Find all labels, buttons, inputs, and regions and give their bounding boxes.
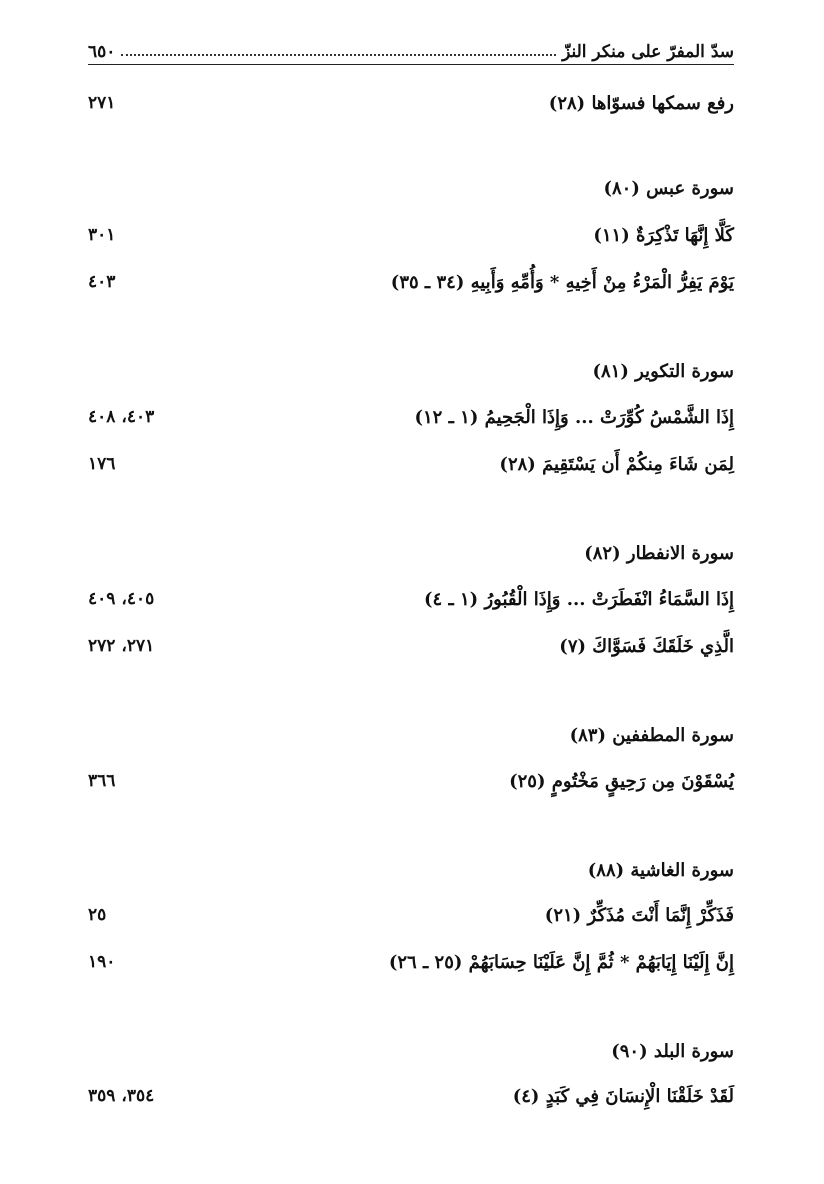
verse-text: يُسْقَوْنَ مِن رَحِيقٍ مَخْتُومٍ (٢٥) bbox=[509, 770, 734, 792]
surah-heading: سورة التكوير (٨١) bbox=[592, 360, 734, 382]
page-refs: ٢٥ bbox=[88, 905, 107, 925]
page-refs: ٢٧١، ٢٧٢ bbox=[88, 636, 155, 656]
verse-text: إِنَّ إِلَيْنَا إِيَابَهُمْ * ثُمَّ إِنَّ عَلَيْنَا حِسَابَهُمْ (٢٥ ـ ٢٦) bbox=[388, 951, 734, 973]
index-entry bbox=[88, 765, 734, 797]
verse-text: لِمَن شَاءَ مِنكُمْ أَن يَسْتَقِيمَ (٢٨) bbox=[499, 453, 734, 475]
page-refs: ٢٧١ bbox=[88, 93, 116, 113]
index-entry bbox=[88, 266, 734, 298]
verse-text: إِذَا السَّمَاءُ انْفَطَرَتْ ... وَإِذَا الْقُبُورُ (١ ـ ٤) bbox=[423, 588, 734, 610]
running-header-title: سدّ المفرّ على منكر النزّ bbox=[562, 42, 734, 62]
page-refs: ٣٦٦ bbox=[88, 771, 116, 791]
index-entry bbox=[88, 401, 734, 433]
index-entry bbox=[88, 1080, 734, 1112]
verse-text: فَذَكِّرْ إِنَّمَا أَنْتَ مُذَكِّرٌ (٢١) bbox=[544, 904, 734, 926]
verse-text: لَقَدْ خَلَقْنَا الْإِنسَانَ فِي كَبَدٍ (٤) bbox=[512, 1085, 734, 1107]
surah-heading: سورة عبس (٨٠) bbox=[603, 177, 734, 199]
index-entry bbox=[88, 583, 734, 615]
page-number: ٦٥٠ bbox=[88, 42, 116, 62]
verse-text: الَّذِي خَلَقَكَ فَسَوَّاكَ (٧) bbox=[559, 635, 734, 657]
index-entry bbox=[88, 630, 734, 662]
page-refs: ١٩٠ bbox=[88, 952, 116, 972]
page-refs: ١٧٦ bbox=[88, 454, 116, 474]
page-refs: ٤٠٥، ٤٠٩ bbox=[88, 589, 155, 609]
page-refs: ٣٠١ bbox=[88, 225, 116, 245]
surah-heading: سورة الغاشية (٨٨) bbox=[587, 859, 734, 881]
verse-text: رفع سمكها فسوّاها (٢٨) bbox=[548, 92, 734, 114]
verse-text: يَوْمَ يَفِرُّ الْمَرْءُ مِنْ أَخِيهِ * وَأُمِّهِ وَأَبِيهِ (٣٤ ـ ٣٥) bbox=[390, 271, 734, 293]
header-rule bbox=[88, 64, 734, 65]
dot-leader bbox=[121, 54, 556, 56]
verse-text: كَلَّا إِنَّهَا تَذْكِرَةٌ (١١) bbox=[593, 224, 734, 246]
verse-text: إِذَا الشَّمْسُ كُوِّرَتْ ... وَإِذَا الْجَحِيمُ (١ ـ ١٢) bbox=[414, 406, 734, 428]
page-refs: ٤٠٣ bbox=[88, 272, 116, 292]
surah-heading: سورة المطففين (٨٣) bbox=[569, 724, 734, 746]
index-entry bbox=[88, 946, 734, 978]
index-entry bbox=[88, 87, 734, 119]
running-header bbox=[88, 28, 734, 62]
index-entry bbox=[88, 448, 734, 480]
surah-heading: سورة الانفطار (٨٢) bbox=[584, 542, 734, 564]
index-entry bbox=[88, 899, 734, 931]
index-entry bbox=[88, 219, 734, 251]
page-refs: ٣٥٤، ٣٥٩ bbox=[88, 1086, 155, 1106]
surah-heading: سورة البلد (٩٠) bbox=[611, 1040, 734, 1062]
page-refs: ٤٠٣، ٤٠٨ bbox=[88, 407, 155, 427]
